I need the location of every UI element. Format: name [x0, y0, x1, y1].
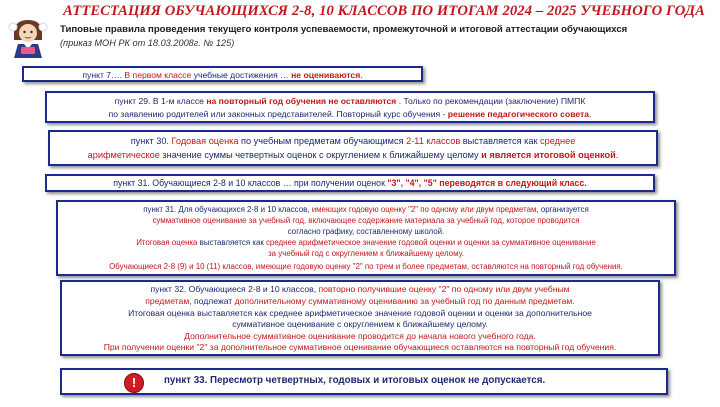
rule-32-line-5: Дополнительное суммативное оценивание проводится до начала нового учебного года.: [184, 331, 536, 341]
rule-box-31: [45, 174, 655, 192]
rule-31b-line-1: пункт 31. Для обучающихся 2-8 и 10 классов, имеющих годовую оценку "2" по одному или двум предметам, организуется: [143, 205, 589, 214]
page-title: АТТЕСТАЦИЯ ОБУЧАЮЩИХСЯ 2-8, 10 КЛАССОВ ПО ИТОГАМ 2024 – 2025 УЧЕБНОГО ГОДА: [63, 3, 705, 19]
rule-30-line-2: арифметическое значение суммы четвертных оценок с округлением к ближайшему целому и является итоговой оценкой.: [87, 150, 619, 160]
order-reference: (приказ МОН РК от 18.03.2008г. № 125): [60, 38, 235, 48]
rule-32-line-4: суммативное оценивание с округлением к ближайшему целому.: [232, 319, 488, 329]
rule-box-7: [22, 66, 423, 82]
rule-31b-line-3: согласно графику, составленному школой.: [287, 227, 445, 236]
warning-exclamation-icon: !: [124, 373, 144, 393]
rule-31b-line-4: Итоговая оценка выставляется как среднее арифметическое значение годовой оценки и оценки за суммативное оценивание: [136, 238, 596, 247]
rule-box-29: [45, 91, 655, 123]
rule-box-33: [60, 368, 668, 395]
rule-31b-line-2: суммативное оценивание за учебный год, включающее содержание материала за учебный год, которое проводится: [152, 216, 580, 225]
rule-29-line-2: по заявлению родителей или законных представителей. Повторный курс обучения - решение педагогического совета.: [108, 109, 592, 119]
rule-31-text: пункт 31. Обучающиеся 2-8 и 10 классов … при получении оценок "3", "4", "5" переводятся в следующий класс.: [113, 178, 587, 188]
rule-box-31-detail: [56, 200, 676, 276]
subtitle: Типовые правила проведения текущего контроля успеваемости, промежуточной и итоговой аттестации обучающихся: [60, 24, 628, 35]
rule-7-text: пункт 7…. В первом классе учебные достижения … не оцениваются.: [82, 70, 363, 80]
rule-30-line-1: пункт 30. Годовая оценка по учебным предметам обучающимся 2-11 классов выставляется как среднее: [130, 136, 576, 146]
rule-32-line-1: пункт 32. Обучающиеся 2-8 и 10 классов, повторно получившие оценку "2" по одному или двум учебным: [150, 284, 570, 294]
rule-32-line-3: Итоговая оценка выставляется как среднее арифметическое значение годовой оценки и оценки за дополнительное: [128, 308, 592, 318]
rule-box-32: [60, 280, 660, 356]
rule-32-line-6: При получении оценки "2" за дополнительное суммативное оценивание обучающиеся оставляются на повторный год обучения.: [103, 342, 617, 352]
schoolgirl-mascot-icon: [8, 18, 48, 60]
rule-box-30: [48, 130, 658, 166]
rule-33-text: пункт 33. Пересмотр четвертных, годовых и итоговых оценок не допускается.: [164, 375, 546, 386]
rule-29-line-1: пункт 29. В 1-м классе на повторный год обучения не оставляются . Только по рекомендации (заключение) ПМПК: [114, 96, 586, 106]
rule-31b-line-6: Обучающиеся 2-8 (9) и 10 (11) классов, имеющие годовую оценку "2" по трем и более предметам, оставляются на повторный год обучения.: [109, 262, 623, 271]
rule-31b-line-5: за учебный год с округлением к ближайшему целому.: [268, 249, 464, 258]
rule-32-line-2: предметам, подлежат дополнительному суммативному оцениванию за учебный год по данным предметам.: [145, 296, 575, 306]
